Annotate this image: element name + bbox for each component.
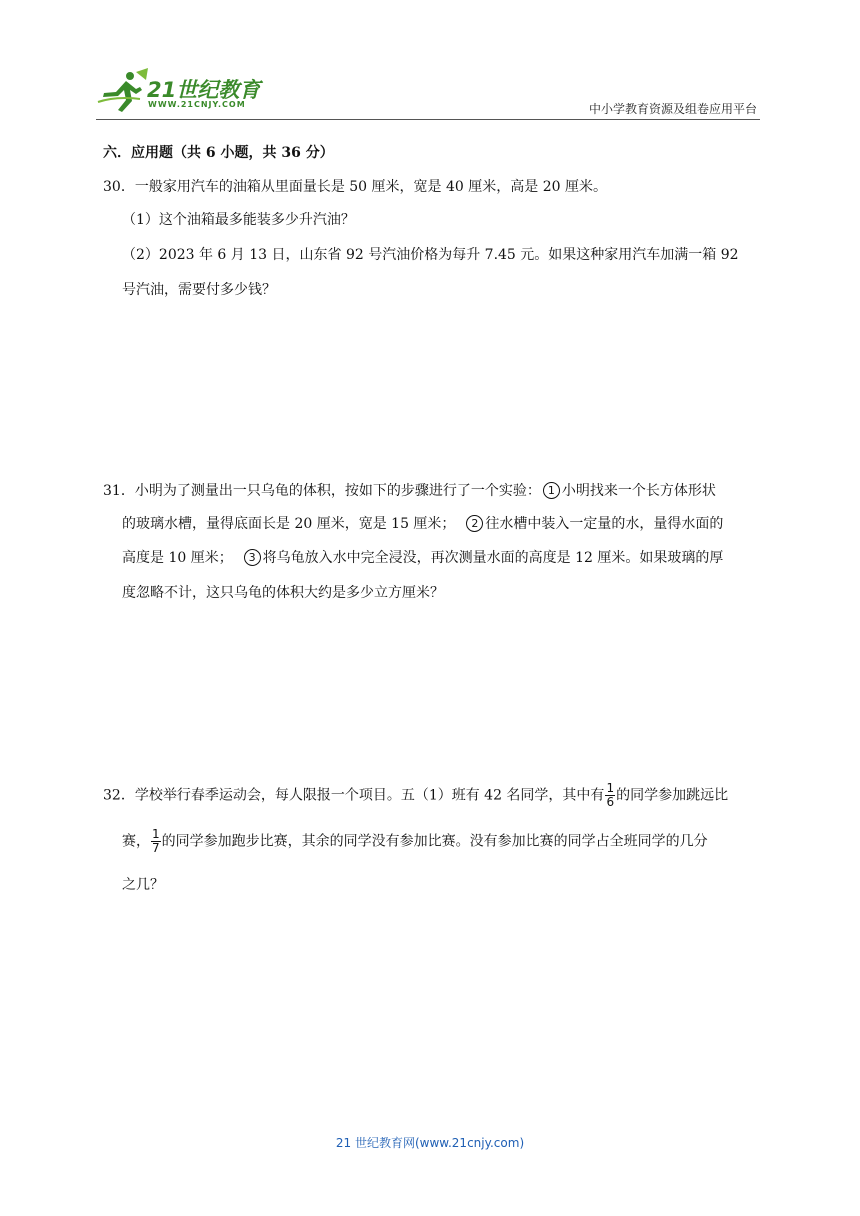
q32-line2-text-b: 的同学参加跑步比赛，其余的同学没有参加比赛。没有参加比赛的同学占全班同学的几分 (161, 833, 708, 850)
q32-line1-text-a: 32．学校举行春季运动会，每人限报一个项目。五（1）班有 42 名同学，其中有 (103, 787, 605, 804)
q30-part2-line1: （2）2023 年 6 月 13 日，山东省 92 号汽油价格为每升 7.45 元。如果这种家用汽车加满一箱 92 (122, 247, 739, 263)
logo-text: 21世纪教育 (147, 78, 261, 102)
section-title: 六．应用题（共 6 小题，共 36 分） (103, 145, 334, 161)
q31-line4: 度忽略不计，这只乌龟的体积大约是多少立方厘米？ (122, 585, 444, 601)
q30-part2-line2: 号汽油，需要付多少钱？ (122, 282, 276, 298)
q30-stem: 30．一般家用汽车的油箱从里面量长是 50 厘米，宽是 40 厘米，高是 20 厘米。 (103, 179, 607, 195)
q32-line1 (103, 782, 728, 809)
q31-line2-text-a: 的玻璃水槽，量得底面长是 20 厘米，宽是 15 厘米； (122, 516, 456, 532)
step-1-marker: 1 (543, 482, 560, 499)
fraction-one-sixth (605, 782, 615, 809)
page-header (0, 0, 860, 125)
q31-line1 (103, 480, 716, 500)
step-2-marker: 2 (466, 515, 483, 532)
q31-line2-text-b: 往水槽中装入一定量的水，量得水面的 (485, 516, 724, 532)
fraction-one-seventh (151, 828, 161, 855)
q31-line3-text-a: 高度是 10 厘米； (122, 550, 233, 566)
step-3-marker: 3 (244, 549, 261, 566)
fraction-denominator: 6 (606, 795, 615, 809)
fraction-numerator: 1 (606, 781, 615, 795)
q31-line3 (122, 547, 723, 567)
platform-label: 中小学教育资源及组卷应用平台 (588, 102, 757, 116)
q31-line1-text-a: 31．小明为了测量出一只乌龟的体积，按如下的步骤进行了一个实验： (103, 483, 541, 499)
q32-line1-text-b: 的同学参加跳远比 (616, 787, 729, 804)
q32-line3: 之几？ (122, 877, 164, 893)
fraction-numerator: 1 (152, 827, 160, 841)
q31-line3-text-b: 将乌龟放入水中完全浸没，再次测量水面的高度是 12 厘米。如果玻璃的厚 (262, 550, 724, 566)
logo-url: WWW.21CNJY.COM (148, 100, 246, 109)
q32-line2 (122, 828, 708, 855)
q32-line2-text-a: 赛， (122, 833, 150, 850)
q31-line2 (122, 513, 723, 533)
q30-part1: （1）这个油箱最多能装多少升汽油？ (122, 212, 355, 228)
page-footer: 21 世纪教育网(www.21cnjy.com) (335, 1136, 525, 1150)
q31-line1-text-b: 小明找来一个长方体形状 (561, 483, 716, 499)
fraction-denominator: 7 (152, 841, 160, 855)
header-divider (96, 119, 760, 120)
